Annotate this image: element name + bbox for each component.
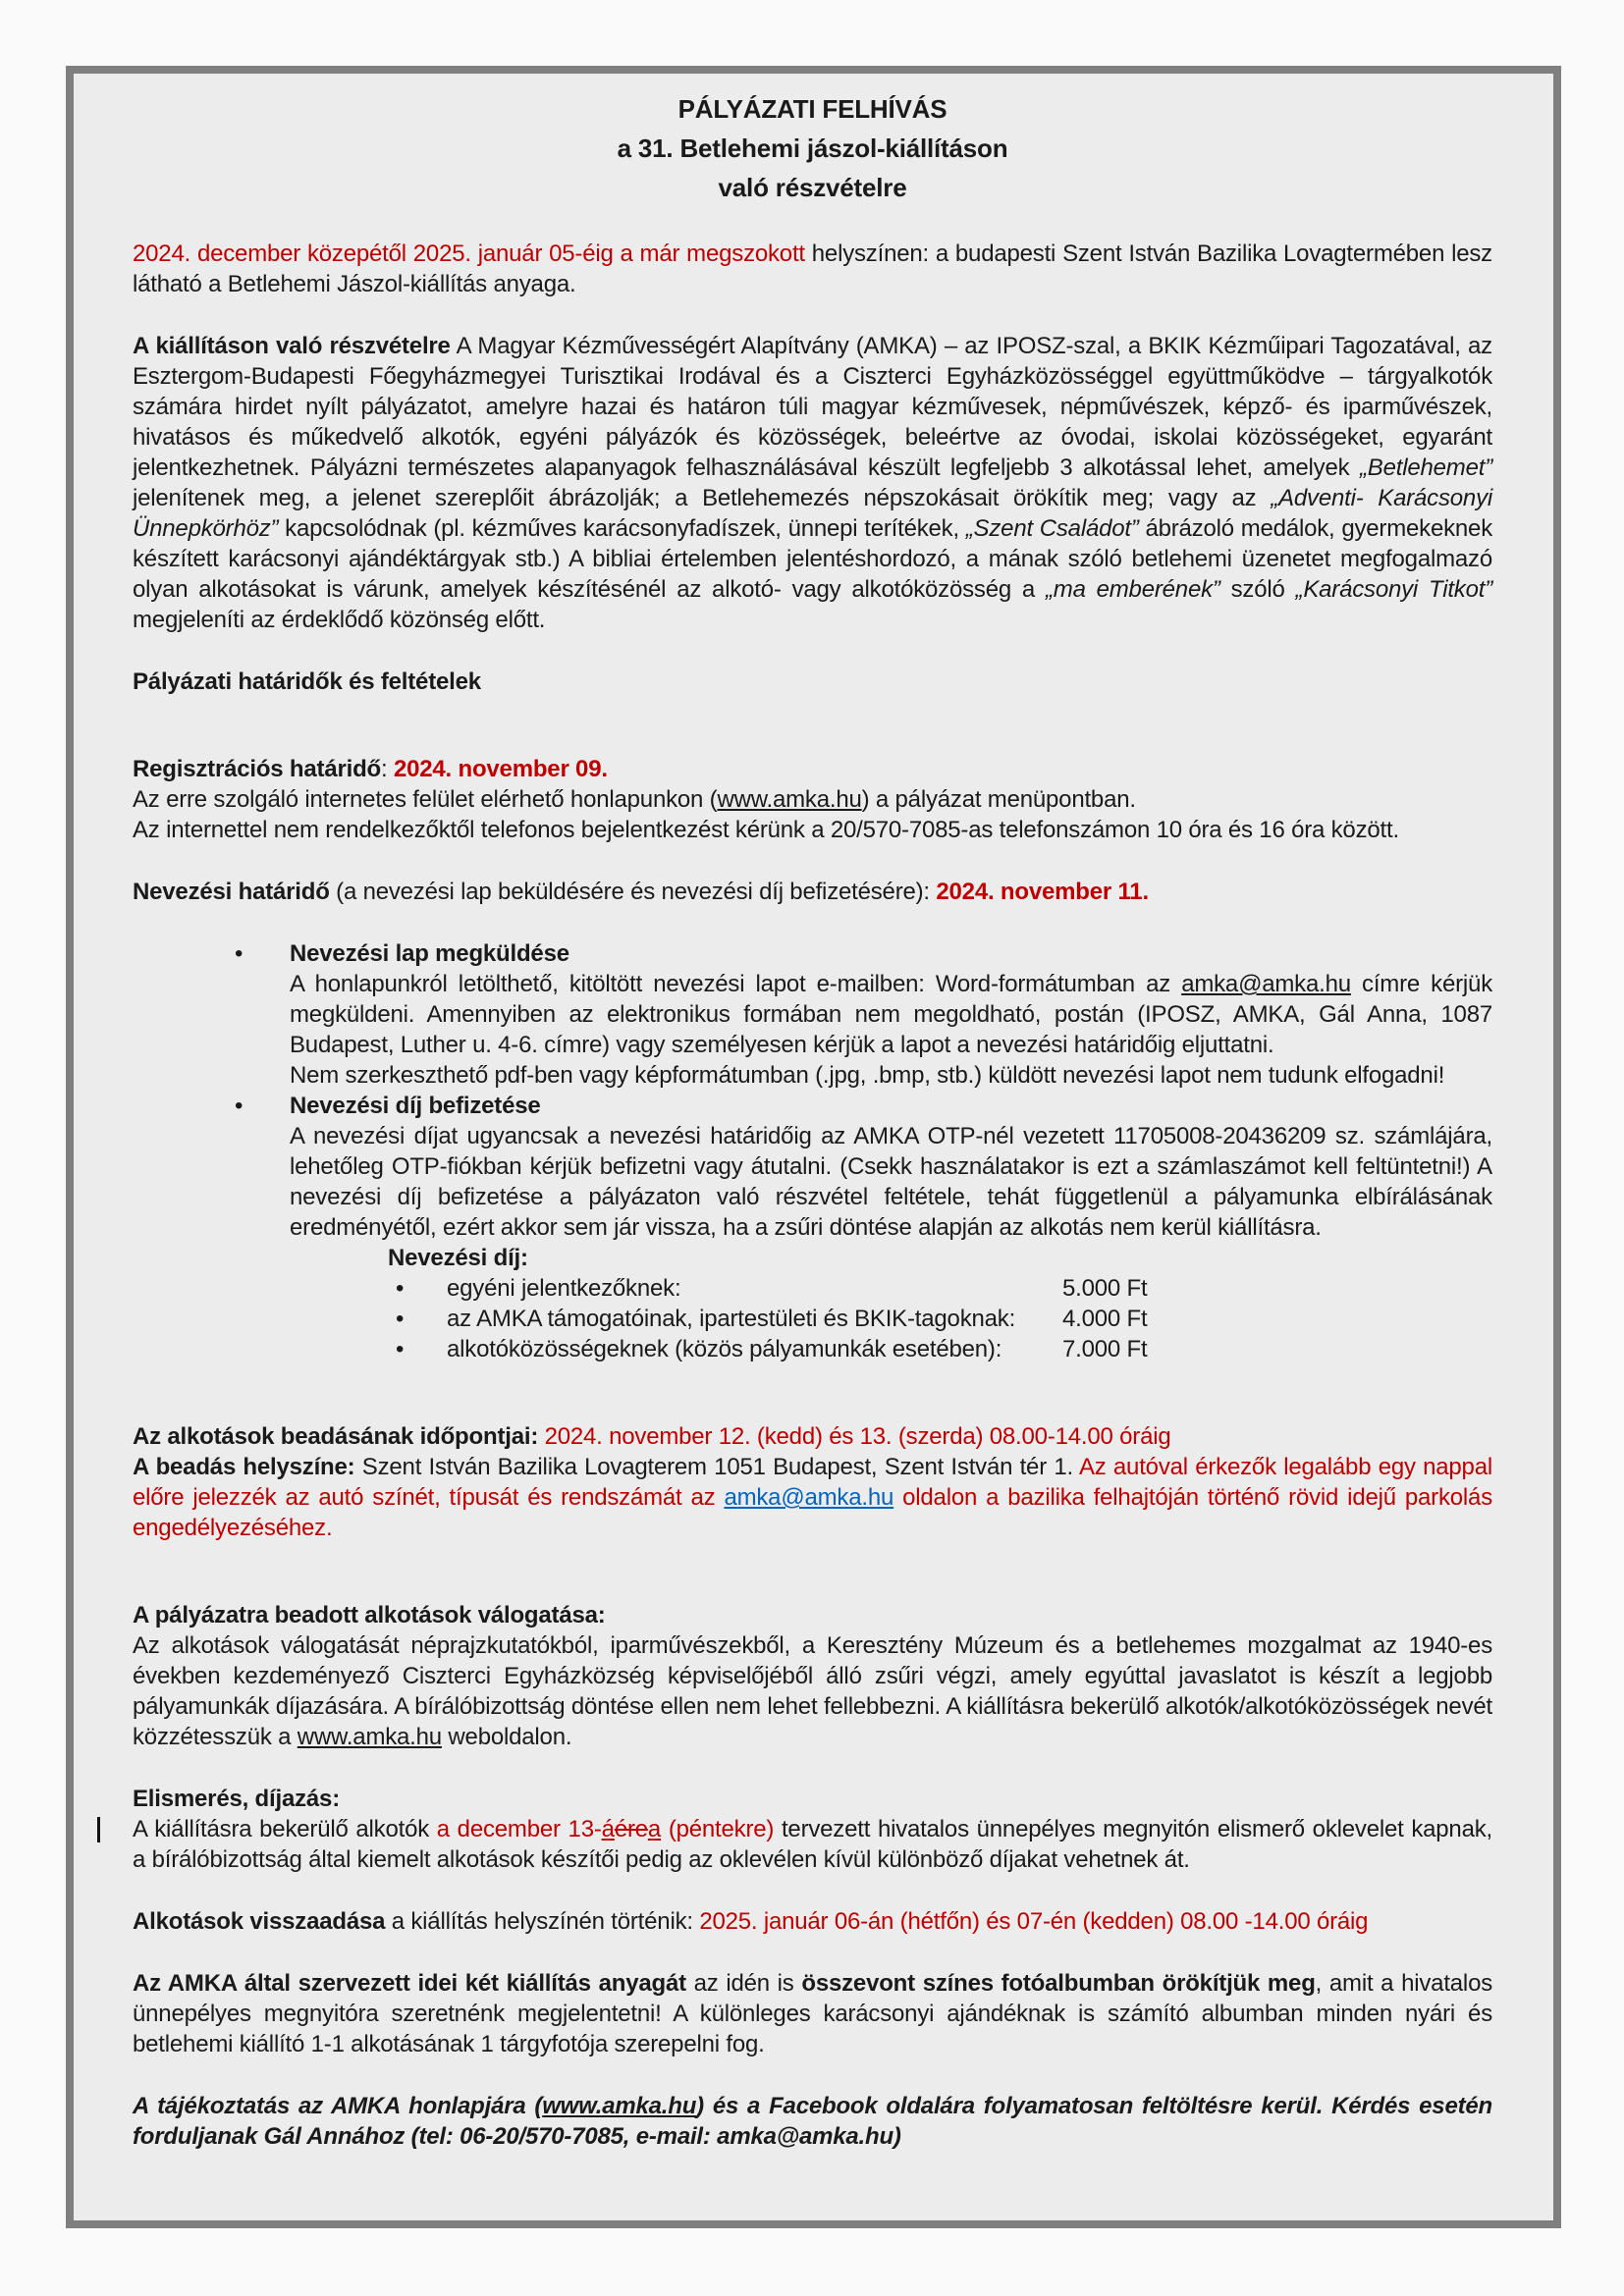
document-content (133, 89, 1492, 2152)
text-run: címre kérjük megküldeni. Amennyiben az elektronikus formában nem megoldható, postán (IPOSZ, AMKA, Gál Anna, 1087 Budapest, Luther u. 4-6. címre) vagy személyesen kérjük a lapot a nevezési határidőig eljuttatni. (290, 971, 1492, 1058)
text-run: : (381, 756, 394, 782)
entry-deadline-line (133, 877, 1492, 907)
text-run: a december 13- (436, 1816, 602, 1842)
registration-deadline-date: 2024. november 09. (393, 756, 608, 782)
fee-label: az AMKA támogatóinak, ipartestületi és BKIK-tagoknak: (447, 1306, 1016, 1332)
text-run: A nevezési díjat ugyancsak a nevezési határidőig az AMKA OTP-nél vezetett 11705008-20436209 sz. számlájára, lehetőleg OTP-fiókban kérjük befizetni vagy átutalni. (Csekk használatakor is ezt a számlaszámot kell feltüntetni!) A nevezési díj befizetése a pályázaton való részvétel feltétele, tehát függetlenül a pályamunka elbírálásának eredményétől, ezért akkor sem jár vissza, ha a zsűri döntése alapján az alkotás nem kerül kiállításra. (290, 1123, 1492, 1241)
fee-row-individual (133, 1273, 1492, 1304)
participation-paragraph (133, 331, 1492, 635)
fee-row-supporters (133, 1304, 1492, 1334)
text-run: (péntekre) (661, 1816, 782, 1842)
website-link[interactable]: www.amka.hu (542, 2093, 697, 2119)
bullet-entry-fee-body (133, 1121, 1492, 1243)
award-heading (133, 1784, 1492, 1814)
return-line (133, 1906, 1492, 1937)
bullet-marker: • (235, 1093, 244, 1119)
selection-heading (133, 1600, 1492, 1630)
section-heading-deadlines (133, 667, 1492, 697)
text-run: , amit a hivatalos ünnepélyes megnyitóra szeretnénk megjelentetni! A különleges karácsonyi ajándéknak is számító albumban minden nyári és betlehemi kiállító 1-1 alkotásának 1 tárgyfotója szerepelni fog. (133, 1970, 1493, 2057)
bullet-entry-fee-heading (133, 1091, 1492, 1121)
fee-label: alkotóközösségeknek (közös pályamunkák esetében): (447, 1336, 1002, 1362)
footer-note-paragraph (133, 2091, 1492, 2152)
text-run: Szent István Bazilika Lovagterem 1051 Budapest, Szent István tér 1. (354, 1454, 1079, 1480)
text-run: oldalon a bazilika felhajtóján történő rövid idejű parkolás engedélyezéséhez. (133, 1484, 1492, 1541)
text-run: Nevezési határidő (133, 879, 330, 905)
email-link[interactable]: amka@amka.hu (724, 1484, 894, 1511)
doc-title-line-2 (133, 129, 1492, 168)
text-run: helyszínen: a budapesti Szent István Bazilika Lovagtermében lesz látható a Betlehemi Jászol-kiállítás anyaga. (133, 240, 1492, 297)
text-run: „Adventi- Karácsonyi Ünnepkörhöz” (133, 485, 1492, 542)
return-dates: 2025. január 06-án (hétfőn) és 07-én (kedden) 08.00 -14.00 óráig (699, 1908, 1369, 1935)
text-run: A kiállításra bekerülő alkotók (133, 1816, 437, 1842)
text-run: jelenítenek meg, a jelenet szereplőit ábrázolják; a Betlehemezés népszokásait örökítik meg; vagy az (133, 485, 1272, 511)
text-run: ) és a Facebook oldalára folyamatosan feltöltésre kerül. Kérdés esetén forduljanak Gál Annához (tel: 06-20/570-7085, e-mail: amka@amka.hu) (133, 2093, 1492, 2150)
registration-info-line-2 (133, 815, 1492, 845)
text-run: Nevezési díj: (388, 1245, 528, 1271)
inserted-text: á (601, 1816, 615, 1842)
text-run: Az AMKA által szervezett idei két kiállítás anyagát (133, 1970, 686, 1997)
fee-label: egyéni jelentkezőknek: (447, 1275, 681, 1302)
intro-paragraph (133, 239, 1492, 299)
text-run: A Magyar Kézművességért Alapítvány (AMKA) – az IPOSZ-szal, a BKIK Kézműipari Tagozatával, az Esztergom-Budapesti Főegyházmegyei Turisztikai Irodával és a Ciszterci Egyházközösséggel együttműködve – tárgyalkotók számára hirdet nyílt pályázatot, amelyre hazai és határon túli magyar kézművesek, népművészek, képző- és iparművészek, hivatásos és műkedvelő alkotók, egyéni pályázók és közösségek, beleértve az óvodai, iskolai közösségeket, egyaránt jelentkezhetnek. Pályázni természetes alapanyagok felhasználásával készült legfeljebb 3 alkotással lehet, amelyek (133, 333, 1492, 481)
text-run: Nem szerkeszthető pdf-ben vagy képformátumban (.jpg, .bmp, stb.) küldött nevezési lapot nem tudunk elfogadni! (290, 1062, 1445, 1089)
registration-info-line-1 (133, 784, 1492, 815)
text-run: Az autóval érkezők legalább egy nappal előre jelezzék az autó színét, típusát és rendszámát az (133, 1454, 1492, 1511)
text-run: Az alkotások válogatását néprajzkutatókból, iparművészekből, a Keresztény Múzeum és a betlehemes mozgalmat az 1940-es években kezdeményező Ciszterci Egyházközség képviselőjéből álló zsűri végzi, amely egyúttal javaslatot is készít a legjobb pályamunkák díjazására. A bírálóbizottság döntése ellen nem lehet fellebbezni. A kiállításra bekerülő alkotók/alkotóközösségek nevét közzétesszük a (133, 1632, 1492, 1750)
text-run: Az erre szolgáló internetes felület elérhető honlapunkon ( (133, 786, 718, 813)
submission-dates: 2024. november 12. (kedd) és 13. (szerda) 08.00-14.00 óráig (544, 1423, 1171, 1450)
text-run: tervezett hivatalos ünnepélyes megnyitón elismerő oklevelet kapnak, a bírálóbizottság által kiemelt alkotások készítői pedig az oklevélen kívül különböző díjakat vehetnek át. (133, 1816, 1492, 1873)
text-run: (a nevezési lap beküldésére és nevezési díj befizetésére): (329, 879, 937, 905)
submission-dates-line (133, 1421, 1492, 1452)
bullet-entry-form-note (133, 1060, 1492, 1091)
text-run: „Betlehemet” (1360, 454, 1492, 481)
text-run: szóló (1219, 576, 1296, 603)
change-bar (97, 1817, 100, 1842)
text-run: A kiállításon való részvételre (133, 333, 451, 359)
website-link[interactable]: www.amka.hu (297, 1724, 442, 1750)
website-link[interactable]: www.amka.hu (717, 786, 862, 813)
fee-row-communities (133, 1334, 1492, 1364)
text-run: megjeleníti az érdeklődő közönség előtt. (133, 607, 546, 633)
text-run: „Karácsonyi Titkot” (1295, 576, 1493, 603)
fee-value: 7.000 Ft (1062, 1336, 1148, 1362)
text-run: „Szent Családot” (965, 515, 1139, 542)
doc-title-line-3 (133, 168, 1492, 207)
text-run: „ma emberének” (1045, 576, 1220, 603)
bullet-entry-form-body (133, 969, 1492, 1060)
text-run: A tájékoztatás az AMKA honlapjára ( (133, 2093, 543, 2119)
doc-title-line-1 (133, 89, 1492, 129)
email-link[interactable]: amka@amka.hu (1181, 971, 1351, 997)
bullet-marker: • (396, 1336, 405, 1362)
registration-deadline-line (133, 754, 1492, 784)
photo-album-paragraph (133, 1968, 1492, 2059)
entry-fee-label (133, 1243, 1492, 1273)
text-run: a 31. Betlehemi jászol-kiállításon (617, 133, 1008, 163)
text-run: a kiállítás helyszínén történik: (385, 1908, 700, 1935)
text-run: való részvételre (718, 173, 907, 202)
text-run: Regisztrációs határidő (133, 756, 382, 782)
bullet-marker: • (396, 1275, 405, 1302)
bullet-marker: • (396, 1306, 405, 1332)
text-run: Pályázati határidők és feltételek (133, 668, 481, 695)
text-run: kapcsolódnak (pl. kézműves karácsonyfadíszek, ünnepi terítékek, (278, 515, 966, 542)
text-run: Nevezési díj befizetése (290, 1093, 541, 1119)
selection-paragraph (133, 1630, 1492, 1752)
entry-deadline-date: 2024. november 11. (936, 879, 1149, 905)
bullet-entry-form-heading (133, 938, 1492, 969)
text-run: Nevezési lap megküldése (290, 940, 569, 967)
text-run: A pályázatra beadott alkotások válogatása: (133, 1602, 606, 1629)
text-run: ) a pályázat menüpontban. (861, 786, 1136, 813)
document-page (66, 66, 1561, 2228)
text-run: Elismerés, díjazás: (133, 1786, 340, 1812)
text-run: ábrázoló medálok, gyermekeknek készített karácsonyi ajándéktárgyak stb.) A bibliai értelemben jelentéshordozó, a mának szóló betlehemi üzenetet megfogalmazó olyan alkotásokat is várunk, amelyek készítésénél az alkotó- vagy alkotóközösség a (133, 515, 1492, 603)
text-run: Alkotások visszaadása (133, 1908, 386, 1935)
deleted-text: ére (614, 1816, 648, 1842)
text-run: A beadás helyszíne: (133, 1454, 355, 1480)
text-run: Az internettel nem rendelkezőktől telefonos bejelentkezést kérünk a 20/570-7085-as telefonszámon 10 óra és 16 óra között. (133, 817, 1399, 843)
exhibition-period: 2024. december közepétől 2025. január 05-éig a már megszokott (133, 240, 812, 267)
text-run: Az alkotások beadásának időpontjai: (133, 1423, 539, 1450)
text-run: PÁLYÁZATI FELHÍVÁS (677, 94, 947, 124)
inserted-text: a (647, 1816, 662, 1842)
text-run: az idén is (685, 1970, 802, 1997)
text-run: összevont színes fotóalbumban örökítjük meg (801, 1970, 1316, 1997)
submission-location-paragraph (133, 1452, 1492, 1543)
fee-value: 5.000 Ft (1062, 1275, 1148, 1302)
award-paragraph (133, 1814, 1492, 1875)
bullet-marker: • (235, 940, 244, 967)
fee-value: 4.000 Ft (1062, 1306, 1148, 1332)
text-run: A honlapunkról letölthető, kitöltött nevezési lapot e-mailben: Word-formátumban az (290, 971, 1182, 997)
text-run: weboldalon. (441, 1724, 572, 1750)
